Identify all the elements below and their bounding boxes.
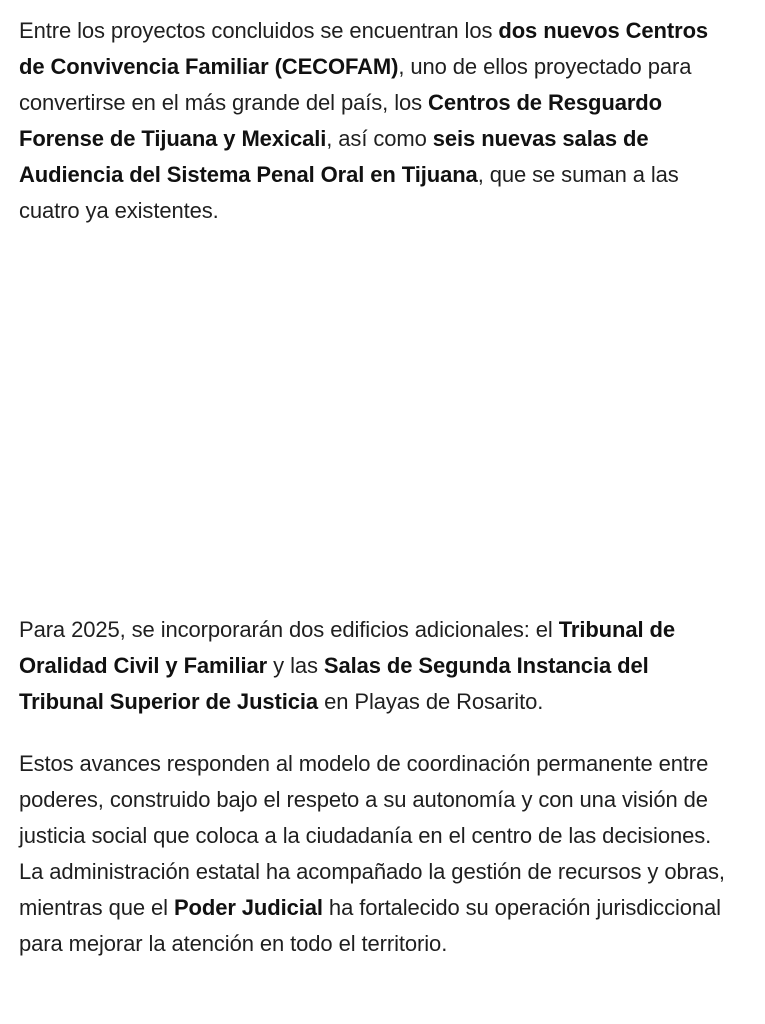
text-segment: y las (267, 653, 324, 678)
embed-placeholder (19, 229, 734, 612)
text-segment: Estos avances responden al modelo de coordinación permanente entre poderes, construido bajo el respeto a su autonomía y con una visión de justicia social que coloca a la ciudadanía en el centro de las decisiones. La administración estatal ha acompañado la gestión de recursos y obras, mientras que el (19, 751, 725, 920)
bold-segment-salas-segunda-instancia: Salas de Segunda Instancia del Tribunal Superior de Justicia (19, 653, 649, 714)
bold-segment-poder-judicial: Poder Judicial (173, 895, 323, 920)
article-body (19, 13, 734, 962)
bold-segment-centros-resguardo: Centros de Resguardo Forense de Tijuana y Mexicali (19, 90, 662, 151)
bold-segment-tribunal-oralidad: Tribunal de Oralidad Civil y Familiar (19, 617, 675, 678)
text-segment: , uno de ellos proyectado para convertirse en el más grande del país, los (19, 54, 692, 115)
text-segment: en Playas de Rosarito. (318, 689, 544, 714)
paragraph-2025-buildings (19, 612, 734, 720)
paragraph-projects-concluded (19, 13, 734, 229)
text-segment: , que se suman a las cuatro ya existentes. (19, 162, 679, 223)
bold-segment-salas-audiencia: seis nuevas salas de Audiencia del Sistema Penal Oral en Tijuana (19, 126, 649, 187)
text-segment: ha fortalecido su operación jurisdiccional para mejorar la atención en todo el territorio. (19, 895, 721, 956)
text-segment: , así como (326, 126, 433, 151)
bold-segment-cecofam: dos nuevos Centros de Convivencia Familiar (CECOFAM) (19, 18, 709, 79)
text-segment: Para 2025, se incorporarán dos edificios adicionales: el (19, 617, 559, 642)
text-segment: Entre los proyectos concluidos se encuentran los (19, 18, 499, 43)
paragraph-coordination-model (19, 746, 734, 962)
